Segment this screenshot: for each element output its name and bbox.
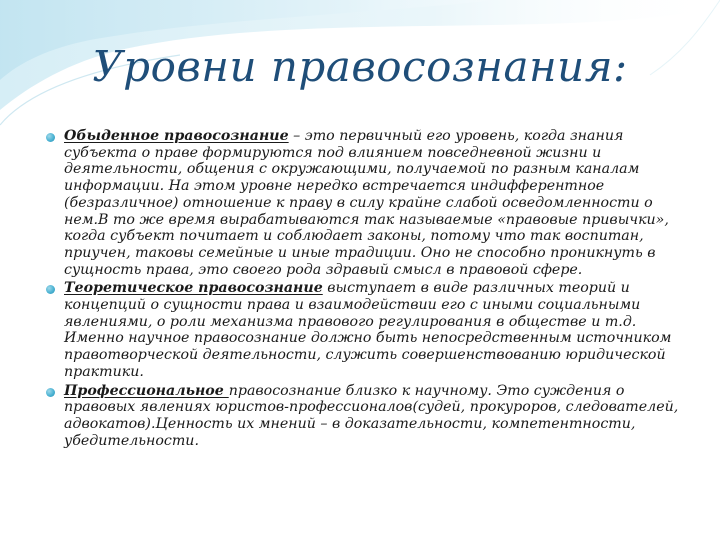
bullet-text [64,128,700,278]
bullet-text [64,383,700,450]
bullet-dot-icon [46,133,55,142]
bullet-item-ordinary [44,128,700,278]
bullet-text [64,280,700,380]
term-professional: Профессиональное [64,382,229,399]
bullet-body: – это первичный его уровень, когда знания субъекта о праве формируются под влиянием повседневной жизни и деятельности, общения с окружающими, получаемой по разным каналам информации. На этом уровне нередко встречается индифферентное (безразличное) отношение к праву в силу крайне слабой осведомленности о нем.В то же время вырабатываются так называемые «правовые привычки», когда субъект почитает и соблюдает законы, потому что так воспитан, приучен, таковы семейные и иные традиции. Оно не способно проникнуть в сущность права, это своего рода здравый смысл в правовой сфере. [64,128,669,278]
bullet-dot-icon [46,388,55,397]
bullet-list [44,128,700,451]
slide-title: Уровни правосознания: [92,42,628,91]
bullet-item-theoretical [44,280,700,380]
bullet-dot-icon [46,285,55,294]
term-ordinary: Обыденное правосознание [64,128,289,144]
term-theoretical: Теоретическое правосознание [64,280,323,297]
bullet-item-professional [44,383,700,450]
bullet-body: выступает в виде различных теорий и концепций о сущности права и взаимодействии его с иными социальными явлениями, о роли механизма правового регулирования в обществе и т.д. Именно научное правосознание должно быть непосредственным источником правотворческой деятельности, служить совершенствованию юридической практики. [64,280,672,380]
bullet-body: правосознание близко к научному. Это суждения о правовых явлениях юристов-профессионалов(судей, прокуроров, следователей, адвокатов).Ценность их мнений – в доказательности, компетентности, убедительности. [64,382,679,449]
